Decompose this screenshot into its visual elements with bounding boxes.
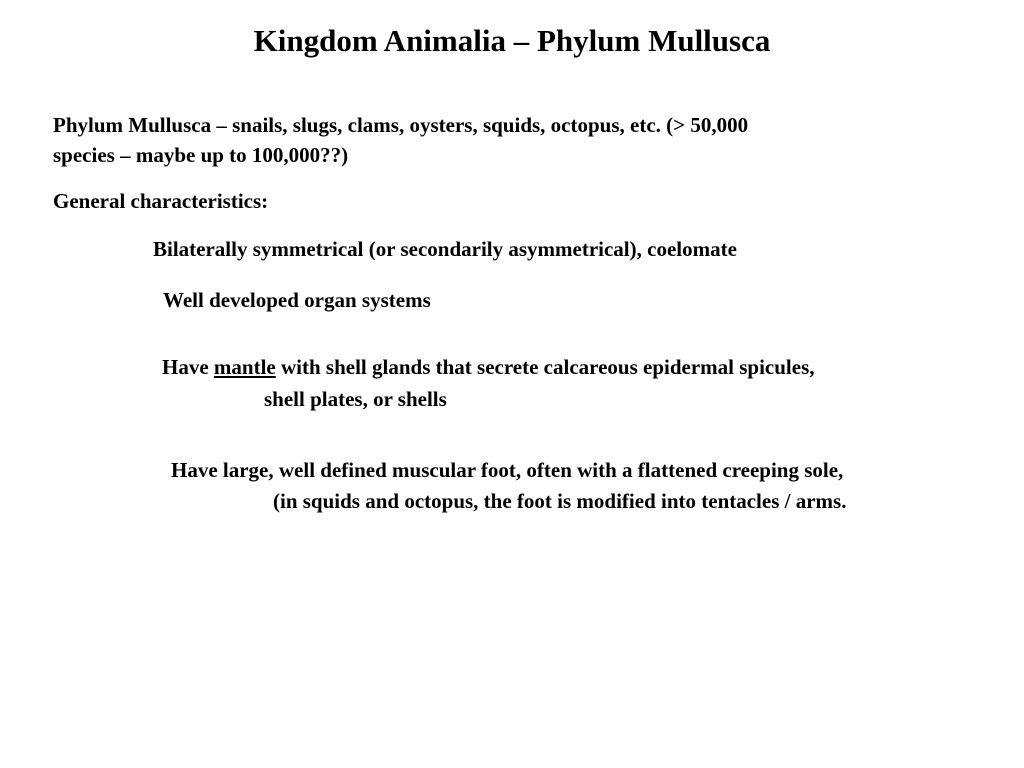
foot-characteristic: Have large, well defined muscular foot, often with a flattened creeping sole,	[171, 458, 844, 482]
intro-line-1: Phylum Mullusca – snails, slugs, clams, oysters, squids, octopus, etc. (> 50,000	[53, 113, 749, 137]
general-characteristics-heading: General characteristics:	[53, 189, 269, 213]
intro-paragraph	[53, 110, 923, 170]
mantle-characteristic-continuation: shell plates, or shells	[264, 387, 447, 411]
symmetry-characteristic: Bilaterally symmetrical (or secondarily asymmetrical), coelomate	[153, 237, 737, 261]
slide-title: Kingdom Animalia – Phylum Mullusca	[253, 23, 771, 58]
foot-characteristic-continuation: (in squids and octopus, the foot is modified into tentacles / arms.	[273, 489, 847, 513]
mantle-suffix: with shell glands that secrete calcareous epidermal spicules,	[275, 355, 815, 379]
mantle-keyword: mantle	[213, 355, 276, 379]
mantle-prefix: Have	[162, 355, 214, 379]
mantle-characteristic	[162, 352, 815, 382]
intro-line-2: species – maybe up to 100,000??)	[53, 143, 349, 167]
organ-systems-characteristic: Well developed organ systems	[163, 288, 431, 312]
